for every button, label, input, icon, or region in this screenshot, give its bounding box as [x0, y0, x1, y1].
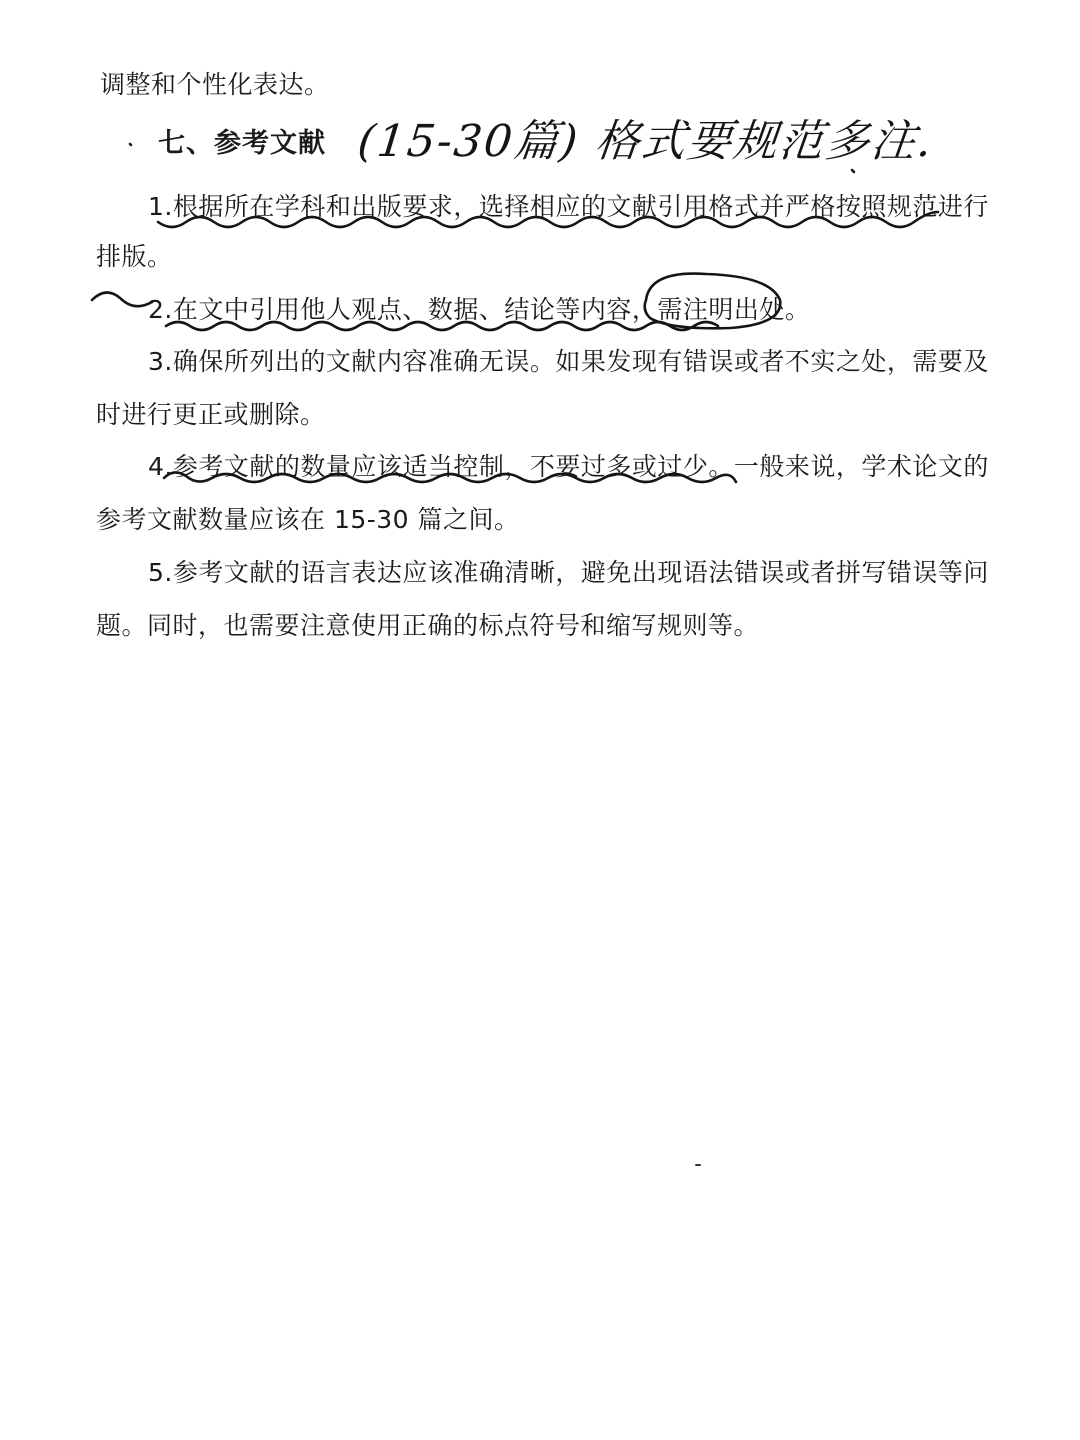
item-5-line-2: 题。同时，也需要注意使用正确的标点符号和缩写规则等。	[96, 611, 760, 640]
margin-tilde-mark	[92, 292, 152, 306]
handwritten-note: (15-30篇) 格式要规范多注.	[355, 116, 936, 167]
stray-dot-mark	[130, 144, 131, 145]
item-2-line-1: 2.在文中引用他人观点、数据、结论等内容，需注明出处。	[148, 295, 811, 324]
item-1-line-2: 排版。	[96, 242, 173, 271]
paper-speck	[695, 1164, 701, 1166]
item-4-line-1: 4.参考文献的数量应该适当控制，不要过多或过少。一般来说，学术论文的	[148, 452, 989, 481]
item-5-line-1: 5.参考文献的语言表达应该准确清晰，避免出现语法错误或者拼写错误等问	[148, 558, 989, 587]
item-3-line-2: 时进行更正或删除。	[96, 400, 326, 429]
item-4-line-2: 参考文献数量应该在 15-30 篇之间。	[96, 505, 520, 534]
continuation-text: 调整和个性化表达。	[100, 70, 330, 99]
section-heading: 七、参考文献	[158, 128, 326, 159]
item-1-line-1: 1.根据所在学科和出版要求，选择相应的文献引用格式并严格按照规范进行	[148, 192, 989, 221]
item-3-line-1: 3.确保所列出的文献内容准确无误。如果发现有错误或者不实之处，需要及	[148, 347, 989, 376]
